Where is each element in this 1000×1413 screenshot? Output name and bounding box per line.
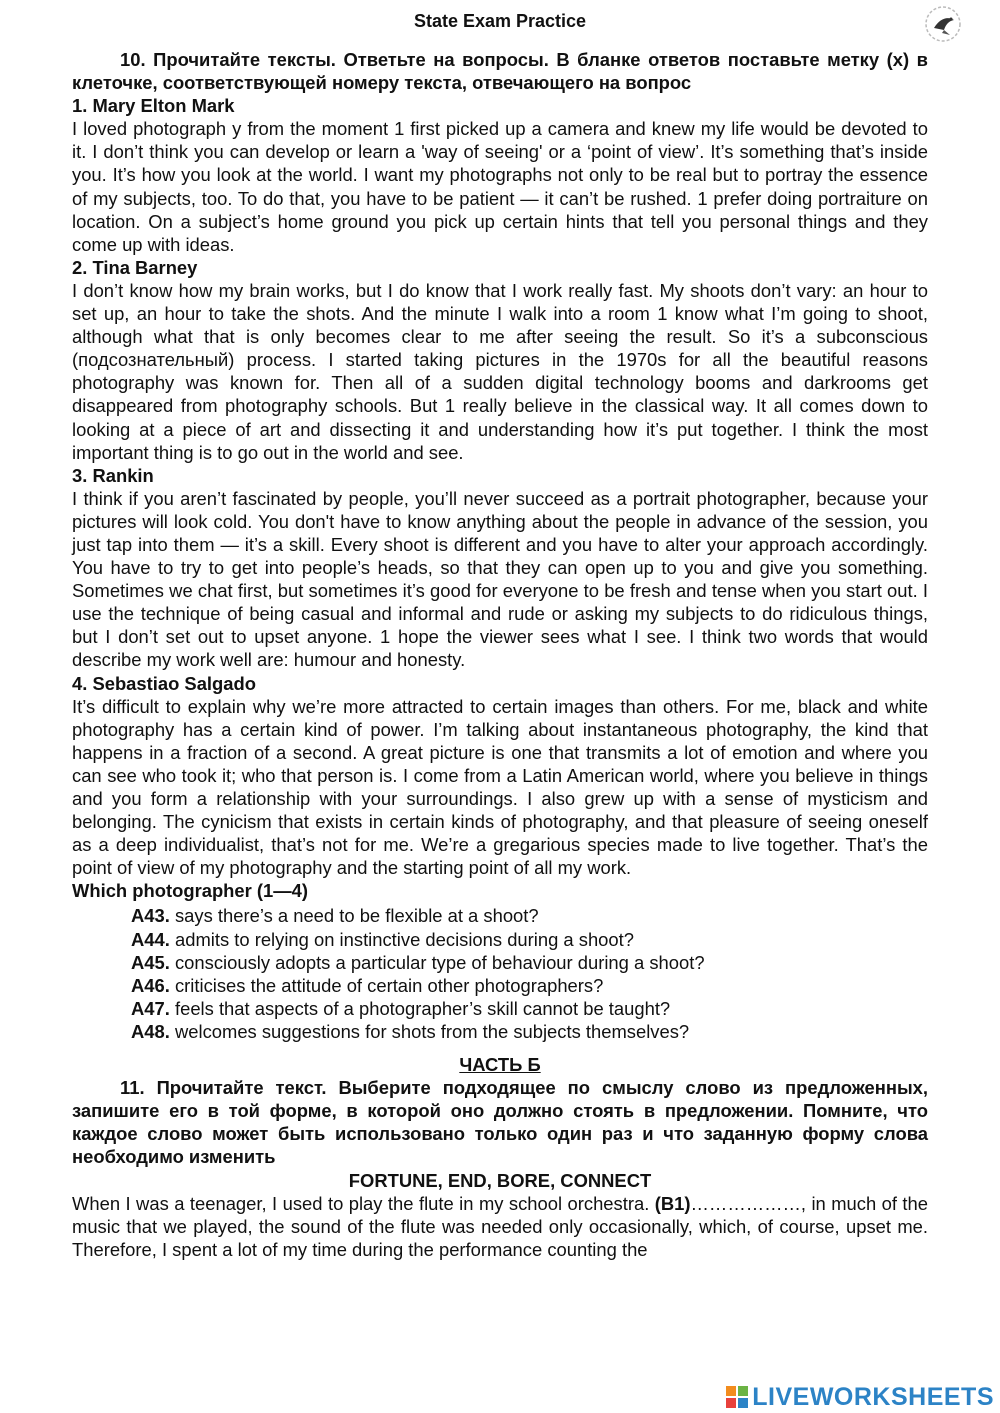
gap-blank[interactable]: ……………… xyxy=(690,1192,801,1214)
worksheet-content xyxy=(72,48,928,1261)
question-list xyxy=(72,904,928,1043)
text-4-body: It’s difficult to explain why we’re more attracted to certain images than others. For me, black and white photography has a certain kind of power. I’m talking about instantaneous photography, the kind that happens in a fraction of a second. A great picture is one that transmits a lot of emotion and where you can see who took it; who that person is. I come from a Latin American world, where you believe in things and you form a relationship with your surroundings. I also grew up with a sense of mysticism and belonging. The cynicism that exists in certain kinds of photography, and that pleasure of seeing oneself as a deep individualist, that’s not for me. We’re a gregarious species made to live together. That’s the point of view of my photography and the starting point of all my work. xyxy=(72,695,928,879)
gap-label: (B1) xyxy=(654,1192,691,1214)
task-10-instructions xyxy=(72,48,928,94)
question-heading: Which photographer (1—4) xyxy=(72,880,309,902)
question-code: A47. xyxy=(131,997,170,1019)
brand-name: LIVEWORKSHEETS xyxy=(752,1382,994,1411)
text-3-body: I think if you aren’t fascinated by people, you’ll never succeed as a portrait photographer, because your pictures will look cold. You don't have to know anything about the people in advance of the session, you just tap into them — it’s a skill. Every shoot is different and you have to alter your approach accordingly. You have to try to get into people’s heads, so that they can open up to you and give you something. Sometimes we chat first, but sometimes it’s good for everyone to be fresh and tense when you start out. I use the technique of being casual and informal and rude or asking my subjects to do ridiculous things, but I don’t set out to upset anyone. 1 hope the viewer sees what I see. I think two words that would describe my work well are: humour and honesty. xyxy=(72,487,928,671)
text-4-heading: 4. Sebastiao Salgado xyxy=(72,672,256,694)
text-2-heading: 2. Tina Barney xyxy=(72,256,198,278)
question-text: feels that aspects of a photographer’s skill cannot be taught? xyxy=(174,997,671,1019)
question-item xyxy=(131,904,928,927)
liveworksheets-footer xyxy=(726,1383,994,1411)
task-instructions: Прочитайте тексты. Ответьте на вопросы. В бланке ответов поставьте метку (x) в клеточке, соответствующей номеру текста, отвечающего на вопрос xyxy=(72,49,928,94)
text-3-heading: 3. Rankin xyxy=(72,464,154,486)
question-text: says there’s a need to be flexible at a shoot? xyxy=(174,905,539,927)
text-1-heading: 1. Mary Elton Mark xyxy=(72,95,235,117)
page-title: State Exam Practice xyxy=(413,11,587,31)
question-code: A46. xyxy=(131,974,170,996)
bird-logo-icon xyxy=(922,4,964,44)
question-code: A48. xyxy=(131,1020,170,1042)
question-code: A45. xyxy=(131,951,170,973)
question-item xyxy=(131,928,928,951)
text-after-gap: , in much of the music that we played, the sound of the flute was needed only occasionally, which, of course, upset me. Therefore, I spent a lot of my time during the performance counting the xyxy=(72,1192,928,1260)
question-text: criticises the attitude of certain other photographers? xyxy=(174,974,604,996)
word-bank: FORTUNE, END, BORE, CONNECT xyxy=(348,1169,652,1191)
task-11-instructions xyxy=(72,1076,928,1168)
question-item xyxy=(131,951,928,974)
text-before-gap: When I was a teenager, I used to play the flute in my school orchestra. xyxy=(72,1192,655,1214)
liveworksheets-logo-icon xyxy=(726,1386,748,1408)
question-item xyxy=(131,974,928,997)
task-instructions: Прочитайте текст. Выберите подходящее по смыслу слово из предложенных, запишите его в той форме, в которой оно должно стоять в предложении. Помните, что каждое слово может быть использовано только один раз и что заданную форму слова необходимо изменить xyxy=(72,1077,928,1168)
question-text: admits to relying on instinctive decisions during a shoot? xyxy=(174,928,634,950)
question-code: A44. xyxy=(131,928,170,950)
gap-fill-text xyxy=(72,1192,928,1261)
task-number: 11. xyxy=(120,1077,145,1099)
text-2-body: I don’t know how my brain works, but I do know that I work really fast. My shoots don’t vary: an hour to set up, an hour to take the shots. And the minute I walk into a room 1 know what I’m going to shoot, although what that is only becomes clear to me after seeing the result. So it’s a subconscious (подсознательный) process. I started taking pictures in the 1970s for all the beautiful reasons photography was known for. Then all of a sudden digital technology booms and darkrooms get disappeared from photography schools. But 1 really believe in the classical way. It all comes down to looking at a piece of art and dissecting it and understanding how it’s put together. I think the most important thing is to go out in the world and see. xyxy=(72,279,928,463)
question-text: consciously adopts a particular type of behaviour during a shoot? xyxy=(174,951,705,973)
task-number: 10. xyxy=(120,49,146,70)
part-b-title: ЧАСТЬ Б xyxy=(459,1054,541,1076)
question-item xyxy=(131,1020,928,1043)
question-text: welcomes suggestions for shots from the subjects themselves? xyxy=(174,1020,690,1042)
question-code: A43. xyxy=(131,905,170,927)
question-item xyxy=(131,997,928,1020)
text-1-body: I loved photograph y from the moment 1 first picked up a camera and knew my life would be devoted to it. I don’t think you can develop or learn a 'way of seeing' or a ‘point of view’. It’s something that’s inside you. It’s how you look at the world. I want my photographs not only to be real but to portray the essence of my subjects, too. To do that, you have to be patient — it can’t be rushed. 1 prefer doing portraiture on location. On a subject’s home ground you pick up certain hints that tell you personal things and they come up with ideas. xyxy=(72,118,928,255)
